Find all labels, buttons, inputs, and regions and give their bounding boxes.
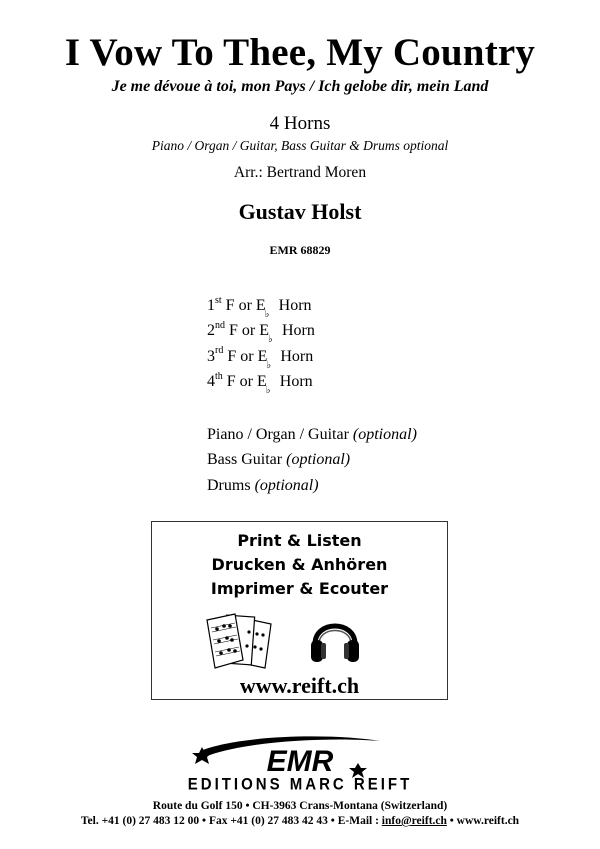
contact-phone-fax: Tel. +41 (0) 27 483 12 00 • Fax +41 (0) 27 483 42 43 • E-Mail :	[80, 815, 382, 827]
part-instrument: Horn	[275, 372, 313, 390]
promo-line-de: Drucken & Anhören	[211, 555, 388, 574]
part-ordinal: 1	[207, 297, 215, 314]
optional-part	[207, 422, 417, 447]
horn-part: 2nd F or E ♭ Horn	[207, 319, 315, 346]
part-instrument: Horn	[276, 347, 314, 365]
horn-part: 1st F or E ♭ Horn	[207, 294, 312, 320]
print-listen-box	[151, 521, 448, 700]
optional-part	[207, 473, 417, 498]
publisher-contact	[0, 815, 600, 827]
ordinal-suffix: nd	[215, 319, 225, 331]
arranger: Arr.: Bertrand Moren	[233, 164, 367, 181]
part-key: F or E	[223, 347, 268, 365]
publisher-name: EDITIONS MARC REIFT	[187, 775, 413, 794]
part-key: F or E	[222, 372, 267, 390]
part-name: Piano / Organ / Guitar	[207, 426, 349, 443]
sheet-music-icon	[205, 610, 275, 672]
composer: Gustav Holst	[238, 199, 362, 224]
ordinal-suffix: st	[215, 294, 222, 306]
part-instrument: Horn	[278, 322, 315, 340]
svg-text:EMR: EMR	[266, 745, 334, 778]
promo-line-en: Print & Listen	[237, 531, 362, 550]
email-link[interactable]: info@reift.ch	[381, 815, 447, 827]
headphones-icon	[309, 610, 361, 668]
part-key: F or E	[221, 297, 266, 314]
subtitle: Je me dévoue à toi, mon Pays / Ich gelobe dir, mein Land	[111, 78, 489, 95]
ordinal-suffix: th	[215, 370, 223, 382]
optional-parts-list	[207, 422, 417, 498]
contact-website[interactable]: • www.reift.ch	[446, 815, 520, 827]
part-instrument: Horn	[274, 297, 312, 314]
optional-note: (optional)	[352, 426, 417, 443]
emr-logo-icon	[180, 733, 420, 779]
part-name: Drums	[207, 476, 251, 494]
part-ordinal: 4	[207, 372, 215, 390]
horn-part: 4th F or E ♭ Horn	[207, 370, 313, 396]
part-name: Bass Guitar	[207, 451, 283, 469]
website-link[interactable]: www.reift.ch	[239, 673, 360, 698]
optional-note: (optional)	[254, 476, 319, 494]
optional-note: (optional)	[286, 451, 351, 469]
page-title: I Vow To Thee, My Country	[64, 31, 536, 74]
publisher-address: Route du Golf 150 • CH-3963 Crans-Montana (Switzerland)	[152, 800, 448, 812]
optional-part	[207, 447, 417, 472]
horn-part: 3rd F or E ♭ Horn	[207, 345, 314, 371]
horn-parts-list	[207, 293, 315, 394]
promo-line-fr: Imprimer & Ecouter	[210, 579, 389, 598]
part-ordinal: 3	[207, 347, 215, 365]
ordinal-suffix: rd	[215, 345, 224, 357]
part-key: F or E	[225, 322, 269, 340]
part-ordinal: 2	[207, 322, 215, 340]
catalog-number: EMR 68829	[269, 243, 331, 257]
instrumentation: 4 Horns	[269, 113, 331, 134]
accompaniment-note: Piano / Organ / Guitar, Bass Guitar & Drums optional	[151, 138, 449, 153]
